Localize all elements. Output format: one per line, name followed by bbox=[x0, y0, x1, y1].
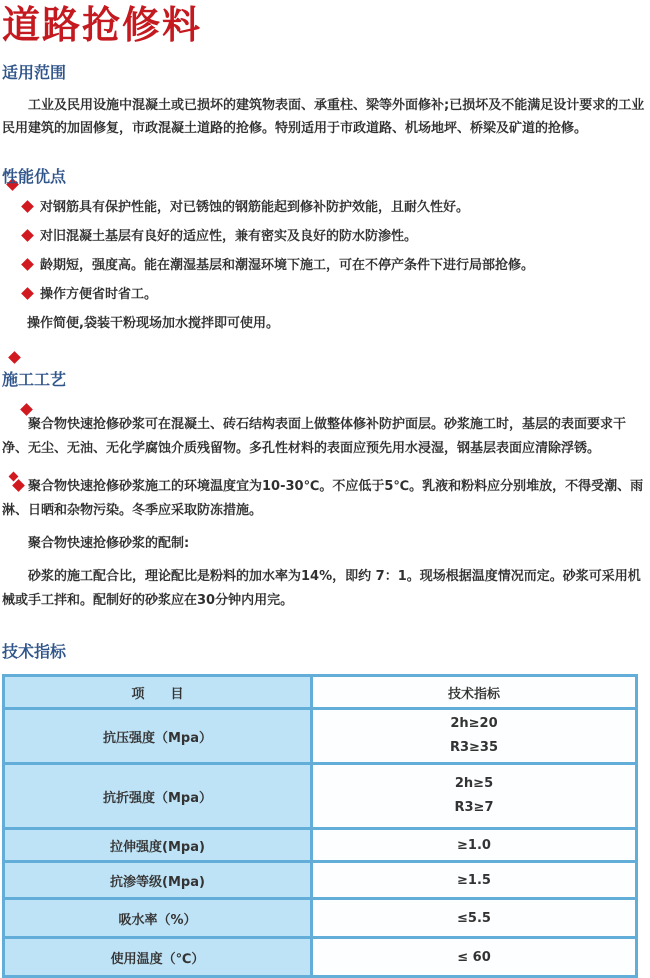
process-paragraph: 聚合物快速抢修砂浆可在混凝土、砖石结构表面上做整体修补防护面层。砂浆施工时，基层的表面要求干净、无尘、无油、无化学腐蚀介质残留物。多孔性材料的表面应预先用水浸湿，钢基层表面应清除浮锈。 bbox=[2, 417, 627, 456]
diamond-bullet-icon bbox=[8, 351, 21, 364]
spec-item-cell: 抗折强度（Mpa） bbox=[4, 764, 312, 829]
table-row bbox=[4, 764, 637, 829]
features-bullet-list bbox=[2, 198, 648, 357]
diamond-bullet-icon bbox=[21, 229, 34, 242]
spec-value-cell bbox=[312, 764, 637, 829]
process-paragraph-text: 聚合物快速抢修砂浆施工的环境温度宜为10-30℃。不应低于5℃。乳液和粉料应分别堆放，不得受潮、雨淋、日晒和杂物污染。冬季应采取防冻措施。 bbox=[2, 479, 644, 518]
bullet-text: 对钢筋具有保护性能，对已锈蚀的钢筋能起到修补防护效能，且耐久性好。 bbox=[40, 200, 470, 215]
lone-bullet-row bbox=[22, 399, 648, 409]
process-paragraph: 砂浆的施工配合比，理论配比是粉料的加水率为14%，即约 7：1。现场根据温度情况而定。砂浆可采用机械或手工拌和。配制好的砂浆应在30分钟内用完。 bbox=[2, 569, 641, 608]
column-header-value: 技术指标 bbox=[312, 676, 637, 709]
table-header-row bbox=[4, 676, 637, 709]
diamond-bullet-icon bbox=[21, 200, 34, 213]
spec-value-cell: ≤ 60 bbox=[312, 938, 637, 977]
spec-item-cell: 使用温度（℃） bbox=[4, 938, 312, 977]
spec-value-cell: ≤5.5 bbox=[312, 899, 637, 938]
list-item bbox=[2, 256, 648, 275]
list-item bbox=[2, 227, 648, 246]
table-row bbox=[4, 938, 637, 977]
section-heading-process: 施工工艺 bbox=[2, 370, 67, 389]
bullet-text: 操作方便省时省工。 bbox=[40, 287, 158, 302]
column-header-item: 项 目 bbox=[4, 676, 312, 709]
spec-item-cell: 吸水率（%） bbox=[4, 899, 312, 938]
table-row bbox=[4, 709, 637, 764]
spec-item-cell: 抗压强度（Mpa） bbox=[4, 709, 312, 764]
scope-paragraph: 工业及民用设施中混凝土或已损坏的建筑物表面、承重柱、梁等外面修补;已损坏及不能满足设计要求的工业民用建筑的加固修复，市政混凝土道路的抢修。特别适用于市政道路、机场地坪、桥梁及矿道的抢修。 bbox=[2, 98, 645, 136]
bullet-text: 对旧混凝土基层有良好的适应性，兼有密实及良好的防水防渗性。 bbox=[40, 229, 418, 244]
section-heading-features bbox=[2, 168, 648, 186]
table-row bbox=[4, 899, 637, 938]
spec-value-line: 2h≥5 bbox=[454, 776, 494, 791]
section-heading-specs: 技术指标 bbox=[2, 642, 67, 661]
list-item bbox=[2, 314, 648, 333]
diamond-bullet-icon bbox=[21, 287, 34, 300]
bullet-text: 操作简便,袋装干粉现场加水搅拌即可使用。 bbox=[27, 316, 279, 331]
page-title: 道路抢修料 bbox=[2, 3, 203, 47]
list-item bbox=[10, 347, 648, 357]
spec-value-line: 2h≥20 bbox=[450, 716, 498, 731]
spec-value-line: R3≥35 bbox=[449, 740, 499, 755]
section-heading-scope: 适用范围 bbox=[2, 63, 67, 82]
spec-item-cell: 抗渗等级(Mpa) bbox=[4, 862, 312, 899]
section-heading-features-label: 性能优点 bbox=[2, 167, 67, 186]
bullet-text: 龄期短，强度高。能在潮湿基层和潮湿环境下施工，可在不停产条件下进行局部抢修。 bbox=[40, 258, 535, 273]
diamond-bullet-icon bbox=[12, 479, 25, 492]
spec-item-cell: 拉伸强度(Mpa) bbox=[4, 829, 312, 862]
list-item bbox=[2, 198, 648, 217]
lone-bullet-row bbox=[10, 465, 648, 473]
table-row bbox=[4, 829, 637, 862]
spec-value-line: R3≥7 bbox=[454, 800, 494, 815]
list-item bbox=[2, 285, 648, 304]
table-row bbox=[4, 862, 637, 899]
specs-table bbox=[2, 674, 638, 978]
spec-value-cell: ≥1.0 bbox=[312, 829, 637, 862]
spec-value-cell bbox=[312, 709, 637, 764]
diamond-bullet-icon bbox=[21, 258, 34, 271]
spec-value-cell: ≥1.5 bbox=[312, 862, 637, 899]
process-paragraph: 聚合物快速抢修砂浆的配制: bbox=[28, 536, 190, 551]
process-paragraph bbox=[2, 475, 648, 523]
